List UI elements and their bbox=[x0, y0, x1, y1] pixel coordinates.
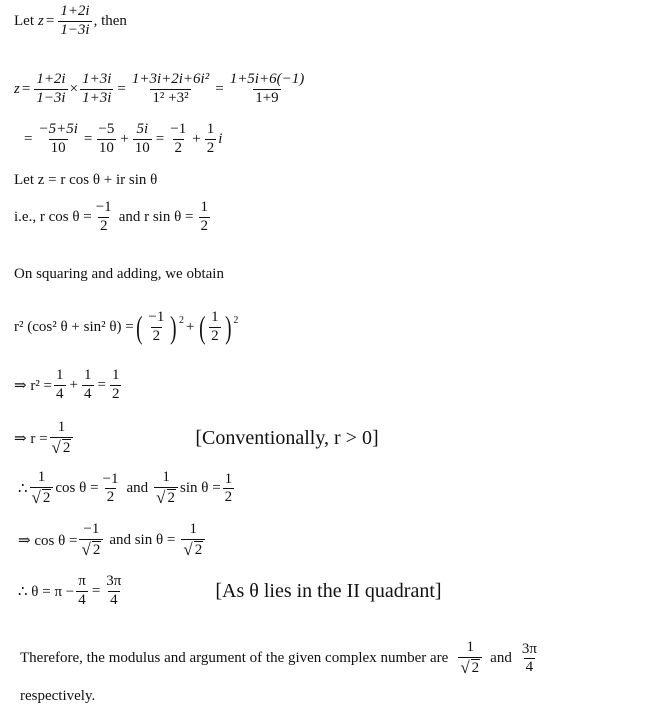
step1-line bbox=[14, 72, 308, 107]
polar-line: Let z = r cos θ + ir sin θ bbox=[14, 172, 158, 188]
intro-line bbox=[14, 4, 127, 39]
rsq-line: r² (cos² θ + sin² θ) = ( $\frac{-1}{2}$ ) 2 + ( $\frac{1}{2}$ ) 2 bbox=[14, 309, 239, 346]
let-label: Let bbox=[14, 12, 34, 29]
fraction: $\frac{1}{2}$ bbox=[200, 199, 208, 234]
fraction: $\frac{1}{2}$ bbox=[206, 121, 215, 156]
fraction: $\frac{1+2i}{1-3i}$ bbox=[36, 71, 66, 106]
fraction: $\frac{-5+5i}{10}$ bbox=[38, 121, 78, 156]
fraction: $\frac{1+5i+6(-1)}{1+9}$ bbox=[229, 71, 305, 106]
fraction: $\frac{5i}{10}$ bbox=[134, 121, 150, 156]
equals: = bbox=[24, 130, 33, 147]
convention-note: [Conventionally, r > 0] bbox=[195, 427, 379, 450]
equals: = bbox=[45, 12, 55, 29]
conclusion-end: respectively. bbox=[20, 688, 96, 704]
i-var: i bbox=[218, 130, 223, 147]
equals: = bbox=[21, 80, 31, 97]
step2-line bbox=[22, 122, 222, 157]
equals: = bbox=[83, 130, 93, 147]
fraction: $\frac{1+2i}{1-3i}$ bbox=[60, 3, 90, 38]
fraction: $\frac{-1}{2}$ bbox=[170, 121, 187, 156]
z-var: z bbox=[38, 12, 44, 29]
conclusion-line: Therefore, the modulus and argument of the given complex number are 1 √ 2 and $\frac{3\pi}{4}$ bbox=[20, 639, 537, 677]
plus: + bbox=[120, 130, 129, 147]
r-line: ⇒ r = 1 √ 2 [Conventionally, r > 0] bbox=[14, 419, 379, 457]
squaring-text: On squaring and adding, we obtain bbox=[14, 266, 224, 282]
r2-line: ⇒ r² = $\frac{1}{4}$ + $\frac{1}{4}$ = $\frac{1}{2}$ bbox=[14, 367, 120, 402]
fraction: $\frac{-1}{2}$ bbox=[95, 199, 112, 234]
times: × bbox=[69, 80, 79, 97]
fraction: $\frac{1+3i}{1+3i}$ bbox=[82, 71, 112, 106]
equals: = bbox=[155, 130, 165, 147]
ie-line: i.e., r cos θ = $\frac{-1}{2}$ and r sin θ = $\frac{1}{2}$ bbox=[14, 199, 208, 234]
quadrant-note: [As θ lies in the II quadrant] bbox=[215, 579, 442, 602]
then-label: , then bbox=[93, 12, 127, 29]
therefore1-line: ∴ 1 √ 2 cos θ = $\frac{-1}{2}$ and 1 √ 2 sin θ = $\frac{1}{2}$ bbox=[18, 469, 233, 507]
equals: = bbox=[117, 80, 126, 97]
fraction: $\frac{-5}{10}$ bbox=[98, 121, 115, 156]
cos-line: ⇒ cos θ = −1 √ 2 and sin θ = 1 √ 2 bbox=[18, 522, 207, 560]
fraction: $\frac{\text{1+3i+2i+6i²}}{\text{1² +3²}}$ bbox=[131, 71, 210, 106]
theta-line: ∴ θ = π − $\frac{\pi}{4}$ = $\frac{3\pi}{4}$ [As θ lies in the II quadrant] bbox=[18, 573, 442, 608]
equals: = bbox=[215, 80, 224, 97]
plus: + bbox=[192, 130, 201, 147]
z-var: z bbox=[14, 80, 20, 97]
